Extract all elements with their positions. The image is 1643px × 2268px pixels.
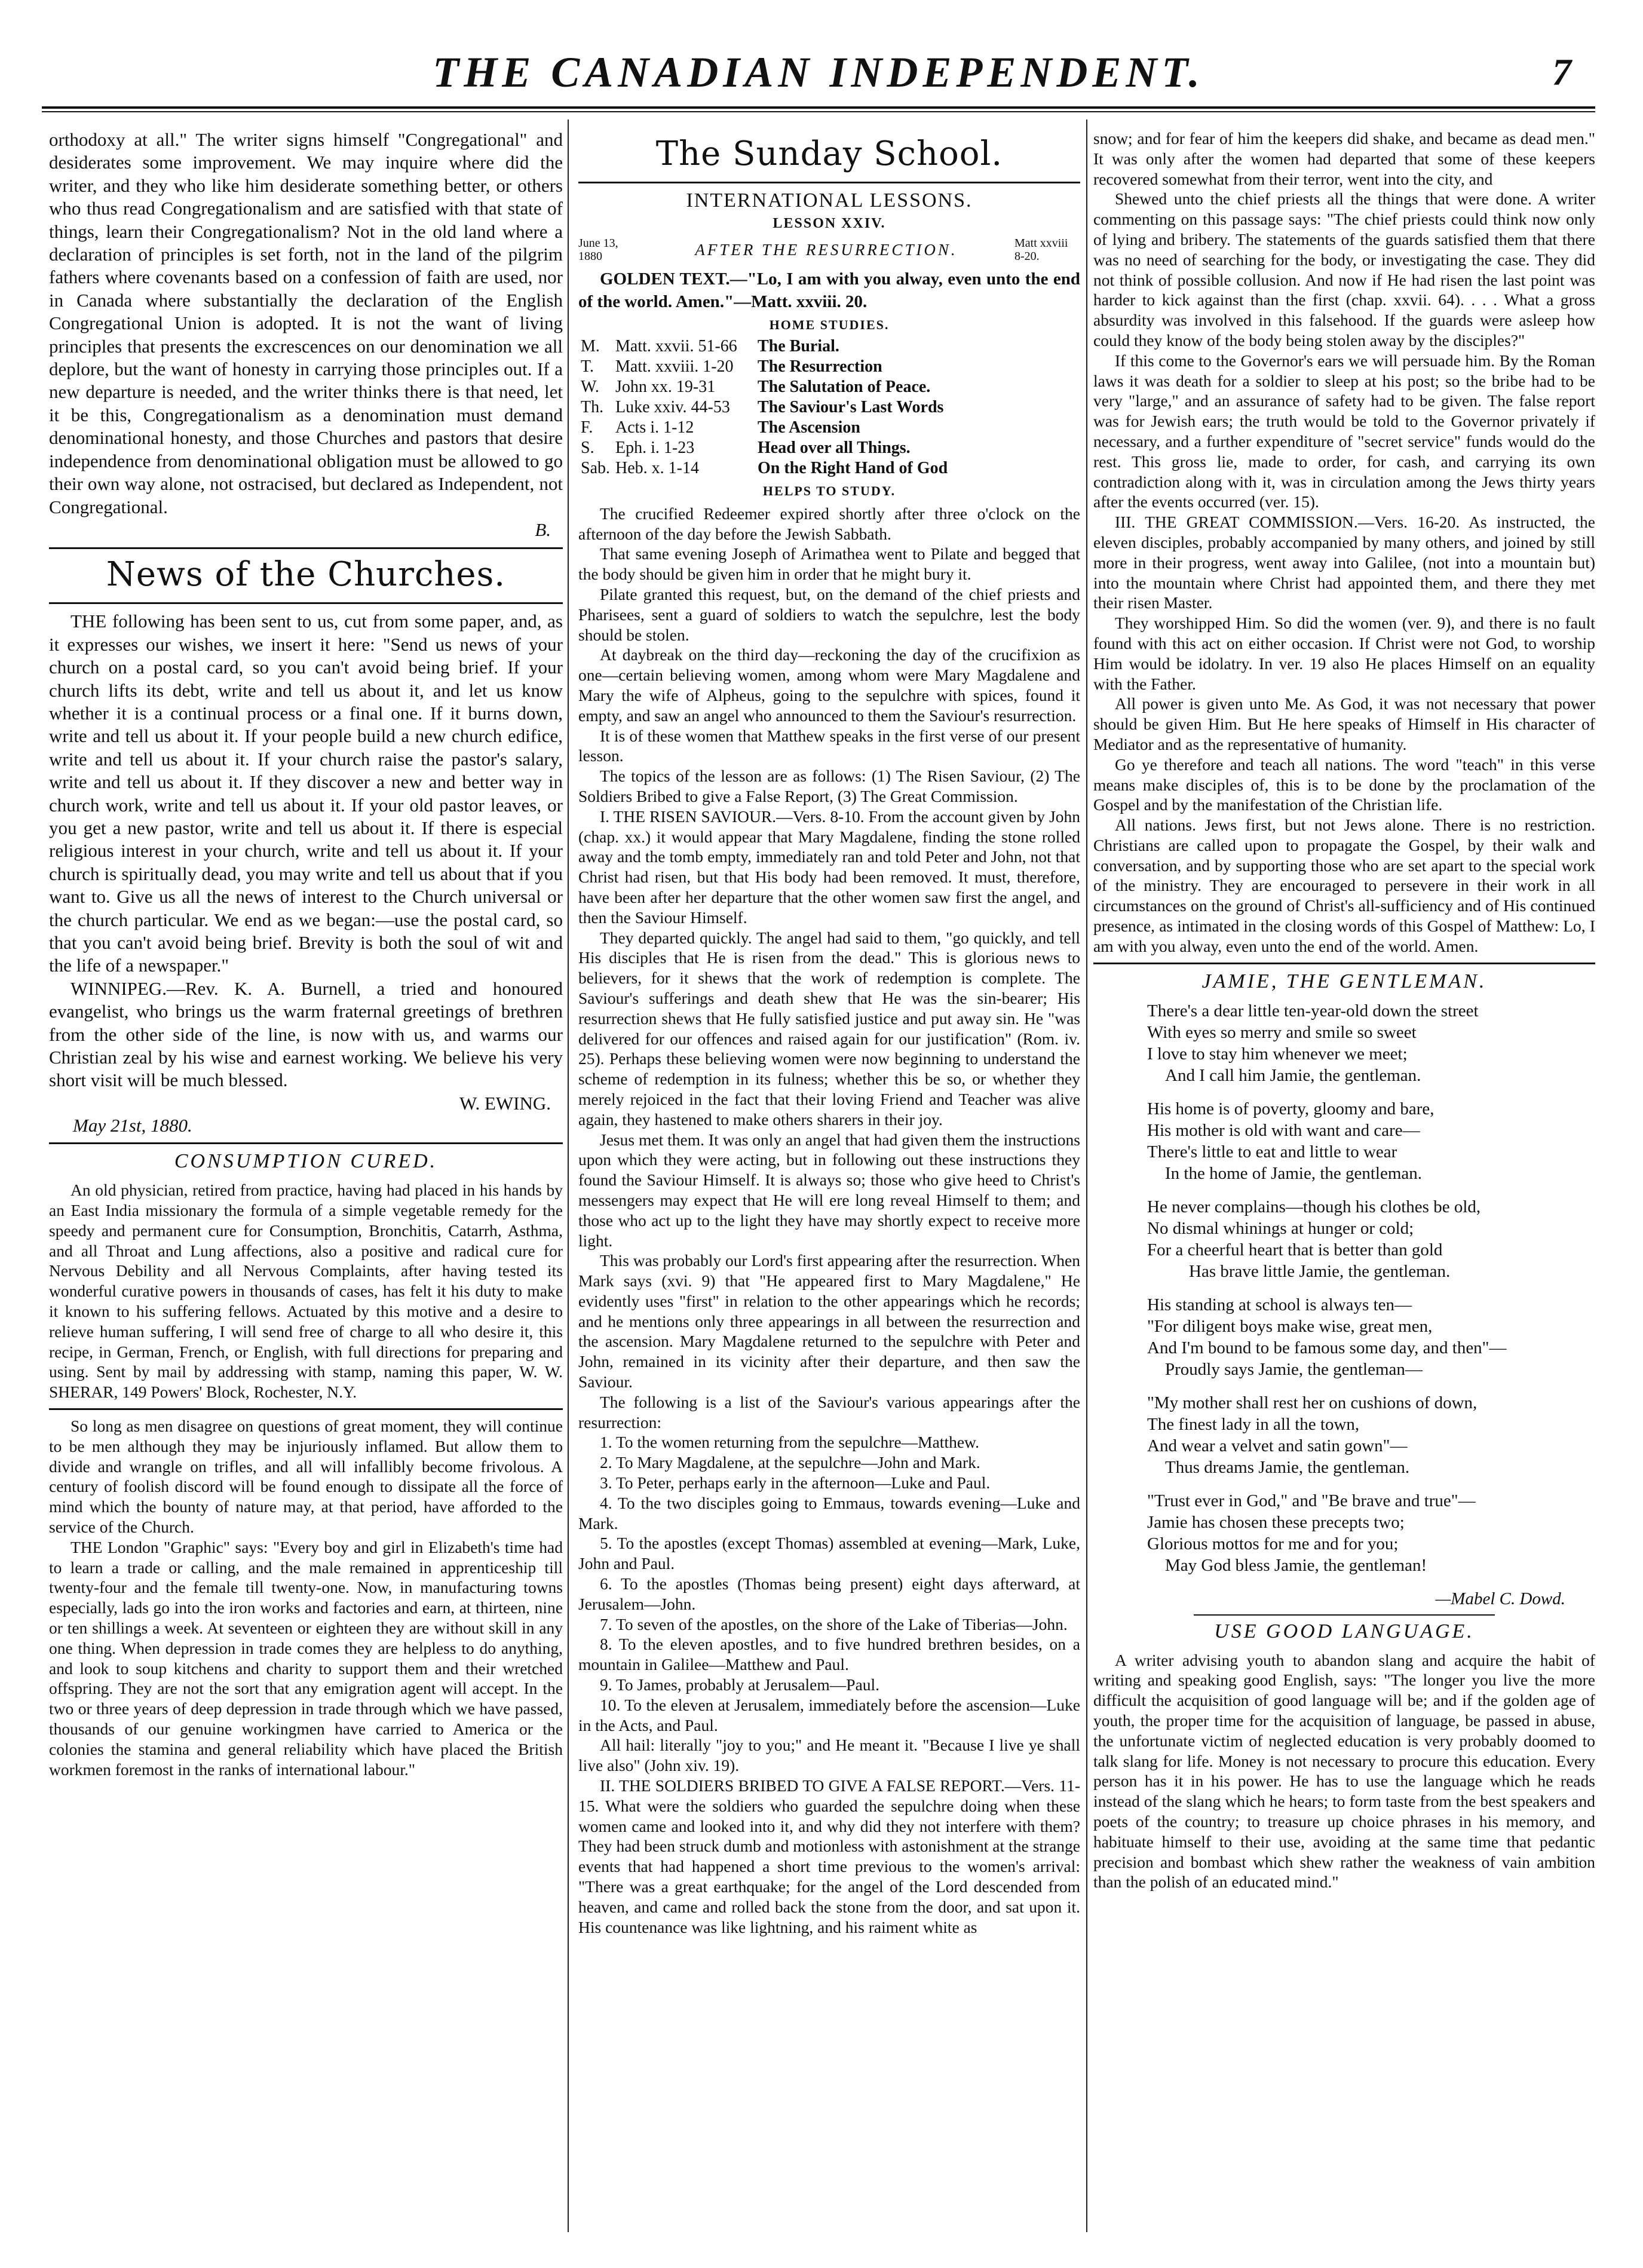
helps-to-study <box>578 504 1080 1433</box>
appearings-list <box>578 1432 1080 1735</box>
poem-title: JAMIE, THE GENTLEMAN. <box>1201 970 1487 992</box>
poem-stanza <box>1147 1490 1595 1576</box>
poem-line: Thus dreams Jamie, the gentleman. <box>1165 1457 1410 1477</box>
home-studies-head: HOME STUDIES. <box>769 317 890 332</box>
list-item: 6. To the apostles (Thomas being present) eight days afterward, at Jerusalem—John. <box>578 1574 1080 1613</box>
day: M. <box>581 336 600 355</box>
column-divider-2 <box>1086 119 1087 2232</box>
list-item: 4. To the two disciples going to Emmaus, towards evening—Luke and Mark. <box>578 1493 1080 1533</box>
language-title: USE GOOD LANGUAGE. <box>1214 1620 1475 1642</box>
helps-paragraph: This was probably our Lord's first appearing after the resurrection. When Mark says (xvi. 9) that "He appeared first to Mary Magdalene," He evidently uses "first" in relation to the other appearings which he records; and he mentions only three appearings in all between the resurrection and the ascension. Mary Magdalene returned to the sepulchre with Peter and John, remained in its vicinity after their departure, and then saw the Saviour. <box>578 1251 1080 1392</box>
sunday-school-title: The Sunday School. <box>655 134 1003 173</box>
poem-line: May God bless Jamie, the gentleman! <box>1165 1555 1427 1575</box>
day: F. <box>581 418 593 437</box>
lesson-paragraph: All nations. Jews first, but not Jews alone. There is no restriction. Christians are called upon to propagate the Gospel, by their walk and conversation, and by supporting those who are set apart to the special work of the ministry. They are encouraged to persevere in their work in all circumstances on the ground of Christ's all-sufficiency and of His continued presence, as intimated in the closing words of this Gospel of Matthew: Lo, I am with you alway, even unto the end of the world. Amen. <box>1093 816 1595 955</box>
all-hail: All hail: literally "joy to you;" and He meant it. "Because I live ye shall live also" (John xiv. 19). <box>578 1736 1080 1775</box>
topic: The Saviour's Last Words <box>758 397 944 416</box>
list-item: 10. To the eleven at Jerusalem, immediately before the ascension—Luke in the Acts, and Paul. <box>578 1695 1080 1734</box>
column-divider-1 <box>568 119 569 2232</box>
helps-paragraph: The crucified Redeemer expired shortly after three o'clock on the afternoon of the day before the Jewish Sabbath. <box>578 504 1080 543</box>
letter-text: orthodoxy at all." The writer signs himself "Congregational" and desiderates some improvement. We may inquire where did the writer, and they who like him desiderate something better, or others who thus read Congregationalism and are satisfied with that state of things, learn their Congregationalism? Not in the old land where a declaration of principles is set forth, not in the land of the pilgrim fathers where covenants based on a confession of faith are used, nor in Canada where substantially the declaration of the English Congregational Union is adopted. It is not the want of living principles that presents the excrescences on our denomination we all deplore, but the want of honesty in carrying those principles out. If a new departure is needed, and the writer thinks there is that need, let it be this, Congregationalism as a denomination must demand denominational honesty, and those Churches and pastors that desire independence from denominational obligation must be allowed to go their own way alone, not ostracised, but declared as Independent, not Congregational. <box>49 129 563 517</box>
poem-line: He never complains—though his clothes be old, <box>1147 1197 1481 1216</box>
topic: The Salutation of Peace. <box>758 377 931 396</box>
helps-paragraph: That same evening Joseph of Arimathea went to Pilate and begged that the body should be given him in order that he might bury it. <box>578 544 1080 584</box>
helps-paragraph: At daybreak on the third day—reckoning the day of the crucifixion as one—certain believing women, among whom were Mary Magdalene and Mary the wife of Alpheus, going to the sepulchre with spices, found it empty, and saw an angel who announced to them the Saviour's resurrection. <box>578 645 1080 725</box>
lesson-reference: Matt xxviii 8-20. <box>1014 237 1068 263</box>
helps-paragraph: Pilate granted this request, but, on the demand of the chief priests and Pharisees, sent a guard of soldiers to watch the sepulchre, lest the body should be stolen. <box>578 585 1080 644</box>
poem-line: Glorious mottos for me and for you; <box>1147 1534 1399 1553</box>
language-article: A writer advising youth to abandon slang and acquire the habit of writing and speaking good English, says: "The longer you live the more difficult the acquisition of good language will be; and if the golden age of youth, the proper time for the acquisition of language, be passed in abuse, the unfortunate victim of neglected education is very probably doomed to talk slang for life. Money is not necessary to procure this education. Every person has it in his power. He has to use the language which he reads instead of the slang which he hears; to form taste from the best speakers and poets of the country; to treasure up choice phrases in his memory, and habituate himself to their use, avoiding at the same time that pedantic precision and bombast which shew rather the weakness of vain ambition than the polish of an educated mind." <box>1093 1650 1595 1892</box>
poem-line: There's little to eat and little to wear <box>1147 1142 1397 1161</box>
lesson-paragraph: All power is given unto Me. As God, it was not necessary that power should be given Him. But He here speaks of Himself in His character of Mediator and as the representative of humanity. <box>1093 694 1595 753</box>
lesson-date: June 13, 1880 <box>578 237 618 263</box>
winnipeg-signature: W. EWING. <box>459 1092 551 1114</box>
poem-line: His home is of poverty, gloomy and bare, <box>1147 1099 1434 1118</box>
helps-head: HELPS TO STUDY. <box>762 483 896 498</box>
table-row <box>578 418 1080 438</box>
column-2 <box>578 128 1080 2244</box>
consumption-ad: An old physician, retired from practice, having had placed in his hands by an East India missionary the formula of a simple vegetable remedy for the speedy and permanent cure for Consumption, Bronchitis, Catarrh, Asthma, and all Throat and Lung affections, also a positive and radical cure for Nervous Debility and all Nervous Complaints, after having tested its wonderful curative powers in thousands of cases, has felt it his duty to make it known to his suffering fellows. Actuated by this motive and a desire to relieve human suffering, I will send free of charge to all who desire it, this recipe, in German, French, or English, with full directions for preparing and using. Sent by mail by addressing with stamp, naming this paper, W. W. SHERAR, 149 Powers' Block, Rochester, N.Y. <box>49 1181 563 1402</box>
table-row <box>578 458 1080 479</box>
lesson-number: LESSON XXIV. <box>773 216 886 231</box>
helps-paragraph: The topics of the lesson are as follows: (1) The Risen Saviour, (2) The Soldiers Bribed to give a False Report, (3) The Great Commission. <box>578 767 1080 805</box>
lesson-title: AFTER THE RESURRECTION. <box>695 241 958 259</box>
poem-line: Jamie has chosen these precepts two; <box>1147 1512 1405 1532</box>
helps-paragraph: They departed quickly. The angel had said to them, "go quickly, and tell His disciples that He is risen from the dead." This is glorious news to believers, for it shews that the work of redemption is complete. The Saviour's sufferings and death shew that He was the sin-bearer; His resurrection shews that He fully satisfied justice and put away sin. He "was delivered for our offences and raised again for our justification" (Rom. iv. 25). Perhaps these believing women were now beginning to understand the scheme of redemption in its fulness; whether this be so, or whether they merely rejoiced in the fact that their loving Friend and Teacher was alive again, they hastened to make others sharers in their joy. <box>578 928 1080 1129</box>
reference: Luke xxiv. 44-53 <box>615 397 730 416</box>
poem-stanza <box>1147 1196 1595 1282</box>
poem-line: And I'm bound to be famous some day, and then"— <box>1147 1338 1507 1357</box>
topic: The Resurrection <box>758 357 882 376</box>
home-studies-table <box>578 336 1080 479</box>
topic: Head over all Things. <box>758 438 911 457</box>
poem-line: There's a dear little ten-year-old down the street <box>1147 1001 1479 1020</box>
helps-paragraph: It is of these women that Matthew speaks in the first verse of our present lesson. <box>578 726 1080 765</box>
winnipeg-date: May 21st, 1880. <box>73 1115 192 1136</box>
masthead-rule <box>42 106 1595 109</box>
poem-stanza <box>1147 1294 1595 1380</box>
poem-author: —Mabel C. Dowd. <box>1435 1589 1565 1608</box>
poem-line: No dismal whinings at hunger or cold; <box>1147 1218 1414 1238</box>
day: S. <box>581 438 594 457</box>
graphic-paragraph: THE London "Graphic" says: "Every boy and girl in Elizabeth's time had to learn a trade or calling, and the male remained in apprenticeship till twenty-four and the female till twenty-one. Now, in manufacturing towns especially, lads go into the iron works and factories and earn, at thirteen, nine or ten shillings a week. At seventeen or eighteen they are without skill in any one thing. When depression in trade comes they are helpless to do anything, and look to soup kitchens and charity to support them and their wretched offspring. They are not the sort that any emigration agent will accept. In the two or three years of deep depression in trade through which we have passed, thousands of our genuine workingmen have carried to America or the colonies the stamina and general reliability which have placed the British workmen foremost in the ranks of international labour." <box>49 1537 563 1779</box>
list-item: 1. To the women returning from the sepulchre—Matthew. <box>600 1433 979 1452</box>
lesson-paragraph: If this come to the Governor's ears we will persuade him. By the Roman laws it was death for a soldier to sleep at his post; so the bribe had to be very "large," and an assurance of safety had to be given. The false report was for Jewish ears; the truth would be told to the Governor privately if necessary, and a further expenditure of "secret service" funds would do the rest. This gross lie, made to order, for cash, and carrying its own contradiction along with it, was in circulation among the Jews thirty years after the events occurred (ver. 15). <box>1093 351 1595 511</box>
topic: The Ascension <box>758 418 860 437</box>
poem-line: His mother is old with want and care— <box>1147 1120 1420 1140</box>
letter-signature: B. <box>535 519 551 540</box>
table-row <box>578 357 1080 377</box>
masthead <box>42 42 1595 108</box>
table-row <box>578 438 1080 458</box>
intl-lessons: INTERNATIONAL LESSONS. <box>686 189 973 212</box>
lesson-bar <box>578 237 1080 263</box>
list-item: 2. To Mary Magdalene, at the sepulchre—John and Mark. <box>600 1453 980 1472</box>
poem-line: And wear a velvet and satin gown"— <box>1147 1436 1408 1455</box>
section-rule <box>49 547 563 549</box>
poem-stanza <box>1147 1392 1595 1478</box>
reference: Matt. xxvii. 51-66 <box>615 336 737 355</box>
lesson-paragraph: snow; and for fear of him the keepers did shake, and became as dead men." It was only after the women had departed that some of these keepers recovered somewhat from their terror, went into the city, and <box>1093 129 1595 188</box>
reference: Matt. xxviii. 1-20 <box>615 357 734 376</box>
poem-stanza <box>1147 1098 1595 1184</box>
reference: Eph. i. 1-23 <box>615 438 695 457</box>
list-item: 5. To the apostles (except Thomas) assembled at evening—Mark, Luke, John and Paul. <box>578 1534 1080 1573</box>
column-1 <box>49 128 563 2244</box>
paper-title: THE CANADIAN INDEPENDENT. <box>433 48 1204 96</box>
helps-paragraph: Jesus met them. It was only an angel that had given them the instructions upon which they were acting, but in following out these instructions they found the Saviour Himself. It is always so; those who give heed to Christ's messengers may expect that He will ere long reveal Himself to them; and those who act up to the light they have may shortly expect to receive more light. <box>578 1130 1080 1250</box>
topic: On the Right Hand of God <box>758 458 948 477</box>
winnipeg-news: WINNIPEG.—Rev. K. A. Burnell, a tried and honoured evangelist, who brings us the warm fraternal greetings of brethren from the other side of the line, is now with us, and warms our Christian zeal by his wise and earnest working. We believe his very short visit will be much blessed. <box>49 977 563 1091</box>
list-item: 3. To Peter, perhaps early in the afternoon—Luke and Paul. <box>600 1473 991 1492</box>
section-rule <box>49 1408 563 1410</box>
news-intro: THE following has been sent to us, cut from some paper, and, as it expresses our wishes, we insert it here: "Send us news of your church on a postal card, so you can't avoid being brief. If your church lifts its debt, write and tell us about it, and let us know whether it is a continual process or a final one. If it burns down, write and tell us about it. If your people build a new church edifice, write and tell us about it. If your church raise the pastor's salary, write and tell us about it. If they discover a new and better way in church work, write and tell us about it. If your old pastor leaves, or you get a new pastor, write and tell us about it. If there is especial religious interest in your church, write and tell us about it. If your church is spiritually dead, you may write and tell us about that if you want to. Give us all the news of interest to the Church universal or the church particular. We end as we began:—use the postal card, so that you can't avoid being brief. Brevity is both the soul of wit and the life of a newspaper." <box>49 611 563 976</box>
page-number: 7 <box>1552 51 1571 93</box>
golden-text: GOLDEN TEXT.—"Lo, I am with you alway, even unto the end of the world. Amen."—Matt. xxviii. 20. <box>578 269 1080 312</box>
section-rule <box>49 1142 563 1144</box>
topic: The Burial. <box>758 336 839 355</box>
poem-line: Proudly says Jamie, the gentleman— <box>1165 1359 1423 1379</box>
section-rule <box>49 602 563 604</box>
day: Th. <box>581 397 604 416</box>
lesson-paragraph: III. THE GREAT COMMISSION.—Vers. 16-20. As instructed, the eleven disciples, probably accompanied by many others, and joined by still more in their progress, went away into Galilee, (not into a mountain but) into the mountain where Christ had appointed them, and there they met their risen Master. <box>1093 513 1595 612</box>
reference: Heb. x. 1-14 <box>615 458 699 477</box>
poem-line: In the home of Jamie, the gentleman. <box>1165 1163 1423 1183</box>
day: T. <box>581 357 594 376</box>
masthead-rule-thin <box>42 111 1595 112</box>
poem-line: With eyes so merry and smile so sweet <box>1147 1022 1417 1042</box>
day: W. <box>581 377 599 396</box>
lesson-paragraph: Shewed unto the chief priests all the things that were done. A writer commenting on this passage says: "The chief priests could think now only of lying and bribery. The statements of the guards satisfied them that there was no need of searching for the body, or investigating the case. They did not think of possible collusion. And now if He had risen the last point was harder to kick against than the first (chap. xxvii. 64). . . . What a gross absurdity was involved in this falsehood. If the guards were asleep how could they know of the body being stolen away by the disciples?" <box>1093 189 1595 350</box>
news-section-title: News of the Churches. <box>106 555 506 594</box>
poem-line: And I call him Jamie, the gentleman. <box>1165 1065 1421 1085</box>
poem-line: "My mother shall rest her on cushions of down, <box>1147 1393 1478 1412</box>
poem-line: "Trust ever in God," and "Be brave and true"— <box>1147 1491 1476 1510</box>
poem-line: His standing at school is always ten— <box>1147 1295 1412 1314</box>
lesson-continued <box>1093 128 1595 957</box>
list-item: 7. To seven of the apostles, on the shore of the Lake of Tiberias—John. <box>600 1614 1068 1633</box>
consumption-title: CONSUMPTION CURED. <box>174 1150 438 1173</box>
list-item: 9. To James, probably at Jerusalem—Paul. <box>600 1675 880 1694</box>
poem-line: I love to stay him whenever we meet; <box>1147 1044 1408 1063</box>
poem-line: The finest lady in all the town, <box>1147 1414 1360 1434</box>
day: Sab. <box>581 458 610 477</box>
reference: Acts i. 1-12 <box>615 418 694 437</box>
poem-line: "For diligent boys make wise, great men, <box>1147 1316 1433 1336</box>
reference: John xx. 19-31 <box>615 377 716 396</box>
table-row <box>578 397 1080 418</box>
men-paragraph: So long as men disagree on questions of great moment, they will continue to be men although they may be injuriously inflamed. But allow them to divide and wrangle on trifles, and all will infallibly become frivolous. A century of foolish discord will be found enough to dissipate all the force of mind which the bounty of nature may, at that period, have afforded to the service of the Church. <box>49 1417 563 1536</box>
section-rule <box>1194 1614 1495 1616</box>
poem-line: For a cheerful heart that is better than gold <box>1147 1240 1443 1259</box>
helps-paragraph: I. THE RISEN SAVIOUR.—Vers. 8-10. From the account given by John (chap. xx.) it would appear that Mary Magdalene, finding the stone rolled away and the tomb empty, immediately ran and told Peter and John, not that Christ had risen, but that His body had been removed. It must, therefore, have been after her departure that the other women saw first the angel, and then the Saviour Himself. <box>578 807 1080 927</box>
soldiers-section: II. THE SOLDIERS BRIBED TO GIVE A FALSE REPORT.—Vers. 11-15. What were the soldiers who guarded the sepulchre doing when these women came and looked into it, and why did they not interfere with them? They had been struck dumb and motionless with astonishment at the strange events that had happened a short time previous to the women's arrival: "There was a great earthquake; for the angel of the Lord descended from heaven, and came and rolled back the stone from the door, and sat upon it. His countenance was like lightning, and his raiment white as <box>578 1776 1080 1936</box>
table-row <box>578 336 1080 357</box>
table-row <box>578 377 1080 397</box>
lesson-paragraph: They worshipped Him. So did the women (ver. 9), and there is no fault found with this act on either occasion. If Christ were not God, to worship Him would be idolatry. In ver. 19 also He places Himself on an equality with the Father. <box>1093 614 1595 693</box>
column-3 <box>1093 128 1595 2244</box>
list-item: 8. To the eleven apostles, and to five hundred brethren besides, on a mountain in Galilee—Matthew and Paul. <box>578 1635 1080 1674</box>
lesson-paragraph: Go ye therefore and teach all nations. The word "teach" in this verse means make disciples of, this is to be done by the proclamation of the Gospel and by the manifestation of the Christian life. <box>1093 755 1595 814</box>
section-rule <box>1093 963 1595 964</box>
section-rule <box>578 182 1080 183</box>
helps-paragraph: The following is a list of the Saviour's various appearings after the resurrection: <box>578 1392 1080 1432</box>
poem <box>1093 1000 1595 1610</box>
poem-stanza <box>1147 1000 1595 1086</box>
poem-line: Has brave little Jamie, the gentleman. <box>1189 1261 1451 1281</box>
